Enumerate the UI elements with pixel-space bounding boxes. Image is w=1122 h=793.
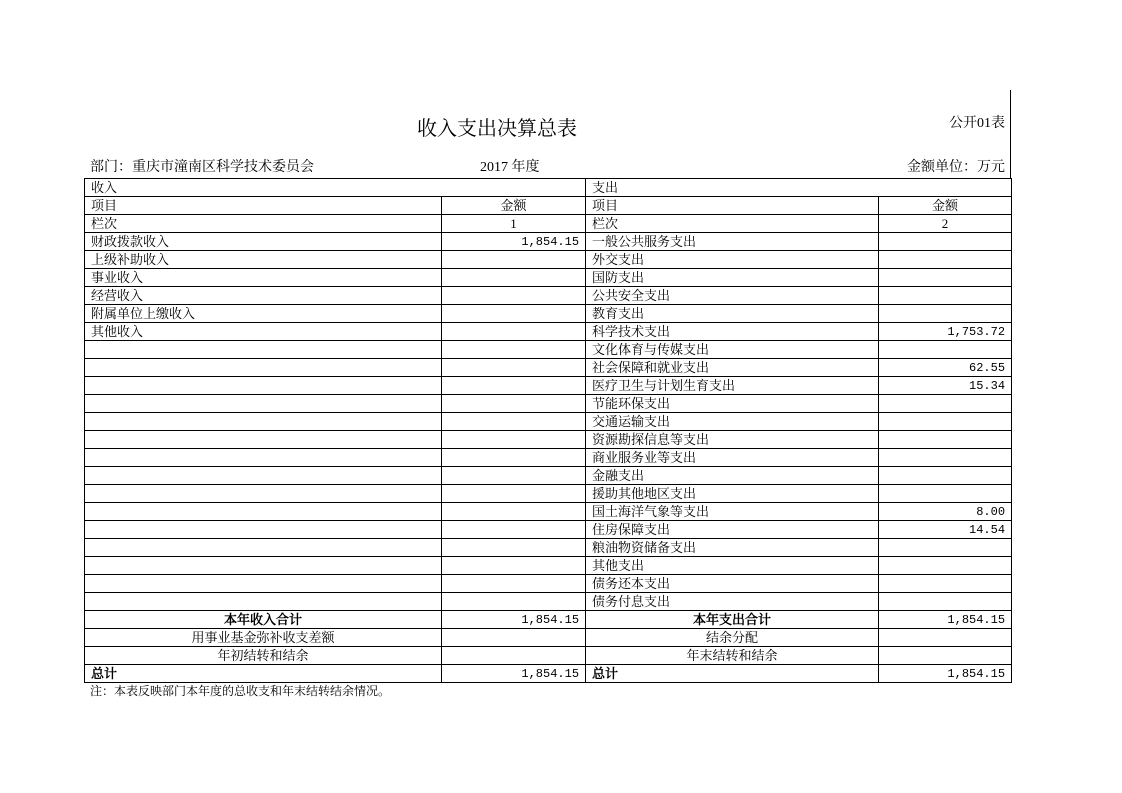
expense-item-cell: 援助其他地区支出 <box>586 485 879 503</box>
expense-item-cell: 金融支出 <box>586 467 879 485</box>
fund-offset-label: 用事业基金弥补收支差额 <box>85 629 442 647</box>
income-item-header: 项目 <box>85 197 442 215</box>
opening-balance-amount <box>442 647 586 665</box>
income-amount-cell <box>442 467 586 485</box>
expense-amount-cell <box>879 557 1012 575</box>
expense-amount-cell <box>879 467 1012 485</box>
expense-item-cell: 债务付息支出 <box>586 593 879 611</box>
expense-amount-cell <box>879 449 1012 467</box>
table-row <box>85 341 1012 359</box>
expense-total-amount: 1,854.15 <box>879 611 1012 629</box>
table-row <box>85 431 1012 449</box>
table-row <box>85 575 1012 593</box>
income-item-cell <box>85 593 442 611</box>
table-row <box>85 233 1012 251</box>
opening-balance-label: 年初结转和结余 <box>85 647 442 665</box>
table-row <box>85 485 1012 503</box>
expense-item-header: 项目 <box>586 197 879 215</box>
table-row <box>85 521 1012 539</box>
income-amount-cell <box>442 593 586 611</box>
income-amount-cell <box>442 557 586 575</box>
expense-total-label: 本年支出合计 <box>586 611 879 629</box>
expense-amount-cell: 14.54 <box>879 521 1012 539</box>
column-header-row <box>85 197 1012 215</box>
expense-item-cell: 其他支出 <box>586 557 879 575</box>
summary-rows <box>85 611 1012 683</box>
income-amount-cell <box>442 449 586 467</box>
income-amount-cell <box>442 485 586 503</box>
income-expense-table <box>84 178 1012 683</box>
income-amount-cell <box>442 269 586 287</box>
income-seq-number: 1 <box>442 215 586 233</box>
expense-item-cell: 社会保障和就业支出 <box>586 359 879 377</box>
expense-item-cell: 公共安全支出 <box>586 287 879 305</box>
expense-amount-cell <box>879 287 1012 305</box>
grand-total-expense-amount: 1,854.15 <box>879 665 1012 683</box>
expense-amount-cell <box>879 269 1012 287</box>
income-item-cell <box>85 341 442 359</box>
income-item-cell: 上级补助收入 <box>85 251 442 269</box>
income-amount-cell <box>442 341 586 359</box>
section-header-row <box>85 179 1012 197</box>
grand-total-row <box>85 665 1012 683</box>
table-row <box>85 413 1012 431</box>
income-item-cell <box>85 485 442 503</box>
form-code: 公开01表 <box>949 116 1005 131</box>
income-seq-label: 栏次 <box>85 215 442 233</box>
income-amount-cell <box>442 575 586 593</box>
income-item-cell <box>85 467 442 485</box>
department-label: 部门：重庆市潼南区科学技术委员会 <box>90 160 314 175</box>
expense-amount-cell <box>879 305 1012 323</box>
expense-amount-cell <box>879 395 1012 413</box>
table-header <box>85 179 1012 233</box>
expense-section-header: 支出 <box>586 179 1012 197</box>
income-amount-cell <box>442 377 586 395</box>
expense-item-cell: 资源勘探信息等支出 <box>586 431 879 449</box>
expense-item-cell: 教育支出 <box>586 305 879 323</box>
fund-offset-amount <box>442 629 586 647</box>
surplus-distribution-label: 结余分配 <box>586 629 879 647</box>
income-amount-header: 金额 <box>442 197 586 215</box>
table-row <box>85 305 1012 323</box>
income-amount-cell <box>442 413 586 431</box>
expense-item-cell: 医疗卫生与计划生育支出 <box>586 377 879 395</box>
income-total-label: 本年收入合计 <box>85 611 442 629</box>
expense-amount-cell: 1,753.72 <box>879 323 1012 341</box>
income-item-cell <box>85 521 442 539</box>
expense-amount-cell <box>879 233 1012 251</box>
expense-item-cell: 科学技术支出 <box>586 323 879 341</box>
income-amount-cell <box>442 287 586 305</box>
expense-item-cell: 交通运输支出 <box>586 413 879 431</box>
table-row <box>85 251 1012 269</box>
table-row <box>85 359 1012 377</box>
expense-amount-cell <box>879 431 1012 449</box>
expense-item-cell: 外交支出 <box>586 251 879 269</box>
expense-amount-cell: 8.00 <box>879 503 1012 521</box>
income-amount-cell <box>442 503 586 521</box>
income-item-cell: 事业收入 <box>85 269 442 287</box>
table-row <box>85 323 1012 341</box>
table-row <box>85 449 1012 467</box>
table-row <box>85 503 1012 521</box>
expense-item-cell: 粮油物资储备支出 <box>586 539 879 557</box>
expense-amount-cell <box>879 251 1012 269</box>
income-amount-cell: 1,854.15 <box>442 233 586 251</box>
income-amount-cell <box>442 539 586 557</box>
fund-offset-row <box>85 629 1012 647</box>
detail-rows <box>85 233 1012 611</box>
income-amount-cell <box>442 521 586 539</box>
expense-item-cell: 节能环保支出 <box>586 395 879 413</box>
fiscal-year: 2017 年度 <box>480 160 540 175</box>
expense-amount-cell <box>879 539 1012 557</box>
income-total-amount: 1,854.15 <box>442 611 586 629</box>
expense-item-cell: 商业服务业等支出 <box>586 449 879 467</box>
table-row <box>85 467 1012 485</box>
grand-total-income-label: 总计 <box>85 665 442 683</box>
expense-item-cell: 债务还本支出 <box>586 575 879 593</box>
income-item-cell: 附属单位上缴收入 <box>85 305 442 323</box>
income-item-cell <box>85 413 442 431</box>
expense-item-cell: 国防支出 <box>586 269 879 287</box>
grand-total-income-amount: 1,854.15 <box>442 665 586 683</box>
table-row <box>85 395 1012 413</box>
expense-amount-cell: 62.55 <box>879 359 1012 377</box>
expense-amount-cell <box>879 593 1012 611</box>
closing-balance-label: 年末结转和结余 <box>586 647 879 665</box>
table-row <box>85 287 1012 305</box>
surplus-distribution-amount <box>879 629 1012 647</box>
margin-line <box>1010 90 1011 178</box>
expense-item-cell: 国土海洋气象等支出 <box>586 503 879 521</box>
expense-seq-number: 2 <box>879 215 1012 233</box>
income-amount-cell <box>442 359 586 377</box>
footnote: 注：本表反映部门本年度的总收支和年末结转结余情况。 <box>90 684 391 698</box>
income-item-cell <box>85 503 442 521</box>
table-row <box>85 269 1012 287</box>
income-item-cell <box>85 539 442 557</box>
income-item-cell <box>85 431 442 449</box>
grand-total-expense-label: 总计 <box>586 665 879 683</box>
income-amount-cell <box>442 251 586 269</box>
annual-total-row <box>85 611 1012 629</box>
income-amount-cell <box>442 323 586 341</box>
expense-item-cell: 文化体育与传媒支出 <box>586 341 879 359</box>
income-item-cell: 财政拨款收入 <box>85 233 442 251</box>
income-item-cell <box>85 359 442 377</box>
income-item-cell <box>85 395 442 413</box>
table-row <box>85 557 1012 575</box>
expense-amount-cell <box>879 575 1012 593</box>
expense-seq-label: 栏次 <box>586 215 879 233</box>
income-item-cell: 经营收入 <box>85 287 442 305</box>
expense-item-cell: 住房保障支出 <box>586 521 879 539</box>
expense-amount-header: 金额 <box>879 197 1012 215</box>
table-row <box>85 593 1012 611</box>
amount-unit: 金额单位：万元 <box>907 160 1005 175</box>
expense-amount-cell <box>879 485 1012 503</box>
income-item-cell <box>85 575 442 593</box>
expense-amount-cell: 15.34 <box>879 377 1012 395</box>
income-amount-cell <box>442 395 586 413</box>
page-title: 收入支出决算总表 <box>417 118 577 140</box>
sequence-row <box>85 215 1012 233</box>
income-item-cell <box>85 557 442 575</box>
income-section-header: 收入 <box>85 179 586 197</box>
table-row <box>85 377 1012 395</box>
expense-amount-cell <box>879 413 1012 431</box>
closing-balance-amount <box>879 647 1012 665</box>
income-amount-cell <box>442 305 586 323</box>
expense-item-cell: 一般公共服务支出 <box>586 233 879 251</box>
balance-row <box>85 647 1012 665</box>
income-item-cell: 其他收入 <box>85 323 442 341</box>
income-item-cell <box>85 449 442 467</box>
income-item-cell <box>85 377 442 395</box>
table-row <box>85 539 1012 557</box>
expense-amount-cell <box>879 341 1012 359</box>
income-amount-cell <box>442 431 586 449</box>
